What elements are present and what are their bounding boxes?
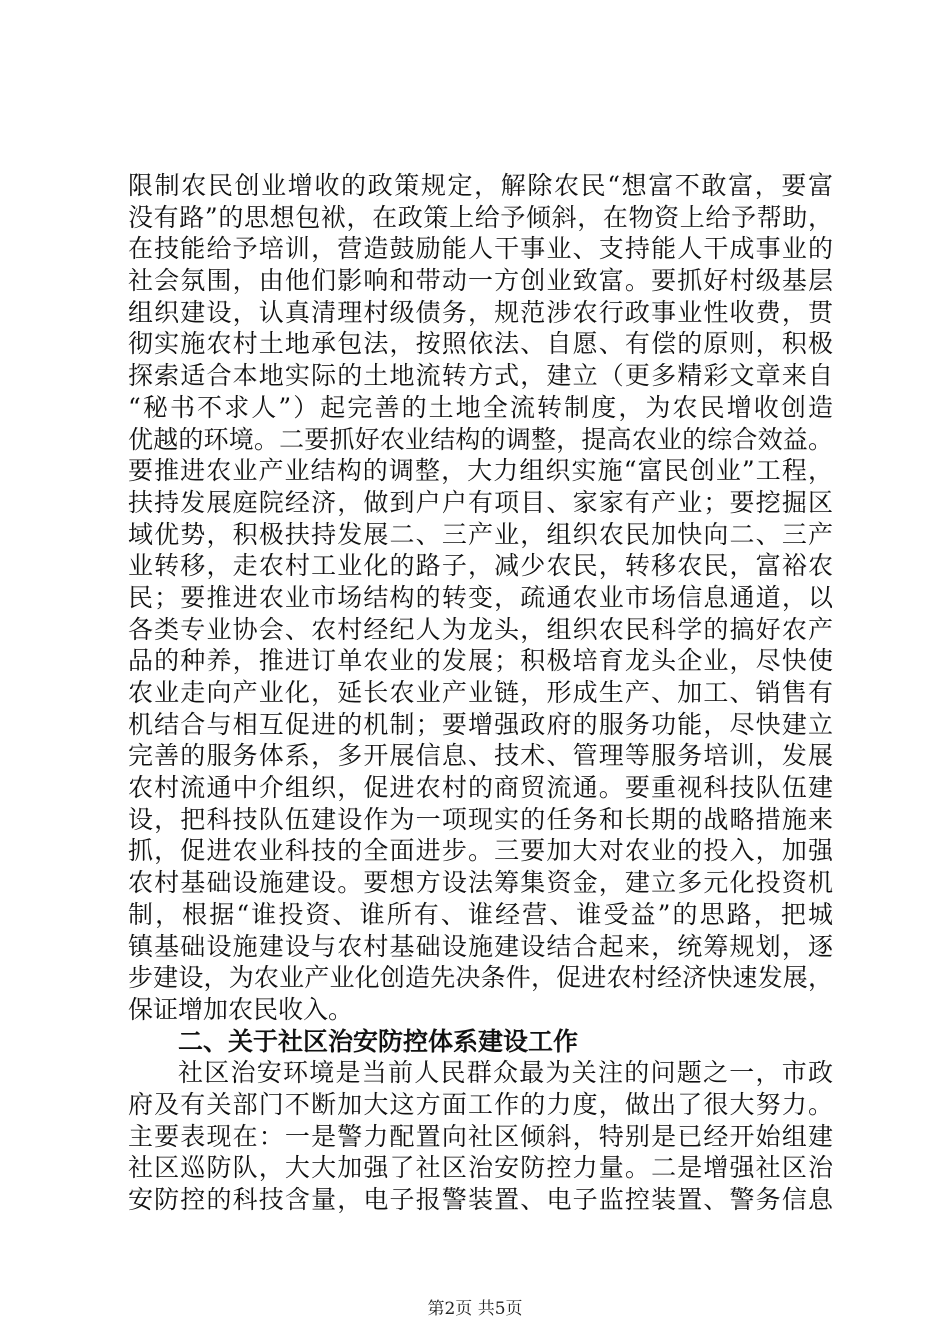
text-line: “秘书不求人”）起完善的土地全流转制度，为农民增收创造 — [128, 392, 833, 422]
text-line: 社区巡防队，大大加强了社区治安防控力量。二是增强社区治 — [128, 1153, 833, 1183]
body-text — [128, 170, 833, 1216]
text-line: 机结合与相互促进的机制；要增强政府的服务功能，尽快建立 — [128, 709, 833, 739]
text-line: 彻实施农村土地承包法，按照依法、自愿、有偿的原则，积极 — [128, 329, 833, 359]
text-line: 农业走向产业化，延长农业产业链，形成生产、加工、销售有 — [128, 678, 833, 707]
text-line: 安防控的科技含量，电子报警装置、电子监控装置、警务信息 — [128, 1185, 833, 1214]
text-line: 探索适合本地实际的土地流转方式，建立（更多精彩文章来自 — [128, 361, 833, 391]
text-line: 制，根据“谁投资、谁所有、谁经营、谁受益”的思路，把城 — [128, 899, 833, 929]
text-line: 业转移，走农村工业化的路子，减少农民，转移农民，富裕农 — [128, 551, 833, 581]
text-line: 农村流通中介组织，促进农村的商贸流通。要重视科技队伍建 — [128, 773, 833, 803]
text-line: 域优势，积极扶持发展二、三产业，组织农民加快向二、三产 — [128, 519, 833, 549]
text-line: 扶持发展庭院经济，做到户户有项目、家家有产业；要挖掘区 — [128, 487, 833, 517]
text-line: 组织建设，认真清理村级债务，规范涉农行政事业性收费，贯 — [128, 297, 833, 327]
text-line: 步建设，为农业产业化创造先决条件，促进农村经济快速发展， — [128, 963, 833, 993]
text-line: 品的种养，推进订单农业的发展；积极培育龙头企业，尽快使 — [128, 646, 833, 676]
text-line: 保证增加农民收入。 — [128, 994, 354, 1024]
section-heading: 二、关于社区治安防控体系建设工作 — [178, 1026, 579, 1056]
text-line: 要推进农业产业结构的调整，大力组织实施“富民创业”工程， — [128, 456, 833, 486]
page-number-footer: 第2页 共5页 — [427, 1299, 523, 1319]
text-line: 民；要推进农业市场结构的转变，疏通农业市场信息通道，以 — [128, 582, 833, 612]
text-line: 府及有关部门不断加大这方面工作的力度，做出了很大努力。 — [128, 1089, 833, 1119]
text-line: 主要表现在：一是警力配置向社区倾斜，特别是已经开始组建 — [128, 1121, 833, 1151]
text-line: 社会氛围，由他们影响和带动一方创业致富。要抓好村级基层 — [128, 266, 833, 296]
text-line: 在技能给予培训，营造鼓励能人干事业、支持能人干成事业的 — [128, 234, 833, 264]
text-line: 完善的服务体系，多开展信息、技术、管理等服务培训，发展 — [128, 741, 833, 771]
text-line: 各类专业协会、农村经纪人为龙头，组织农民科学的搞好农产 — [128, 614, 833, 644]
text-line: 抓，促进农业科技的全面进步。三要加大对农业的投入，加强 — [128, 836, 833, 866]
text-line: 限制农民创业增收的政策规定，解除农民“想富不敢富，要富 — [128, 171, 833, 200]
text-line: 镇基础设施建设与农村基础设施建设结合起来，统筹规划，逐 — [128, 931, 833, 961]
text-line: 设，把科技队伍建设作为一项现实的任务和长期的战略措施来 — [128, 804, 833, 834]
text-line: 没有路”的思想包袱，在政策上给予倾斜，在物资上给予帮助， — [128, 202, 833, 232]
text-line: 社区治安环境是当前人民群众最为关注的问题之一，市政 — [178, 1058, 833, 1088]
text-line: 农村基础设施建设。要想方设法筹集资金，建立多元化投资机 — [128, 868, 833, 898]
text-line: 优越的环境。二要抓好农业结构的调整，提高农业的综合效益。 — [128, 424, 833, 454]
